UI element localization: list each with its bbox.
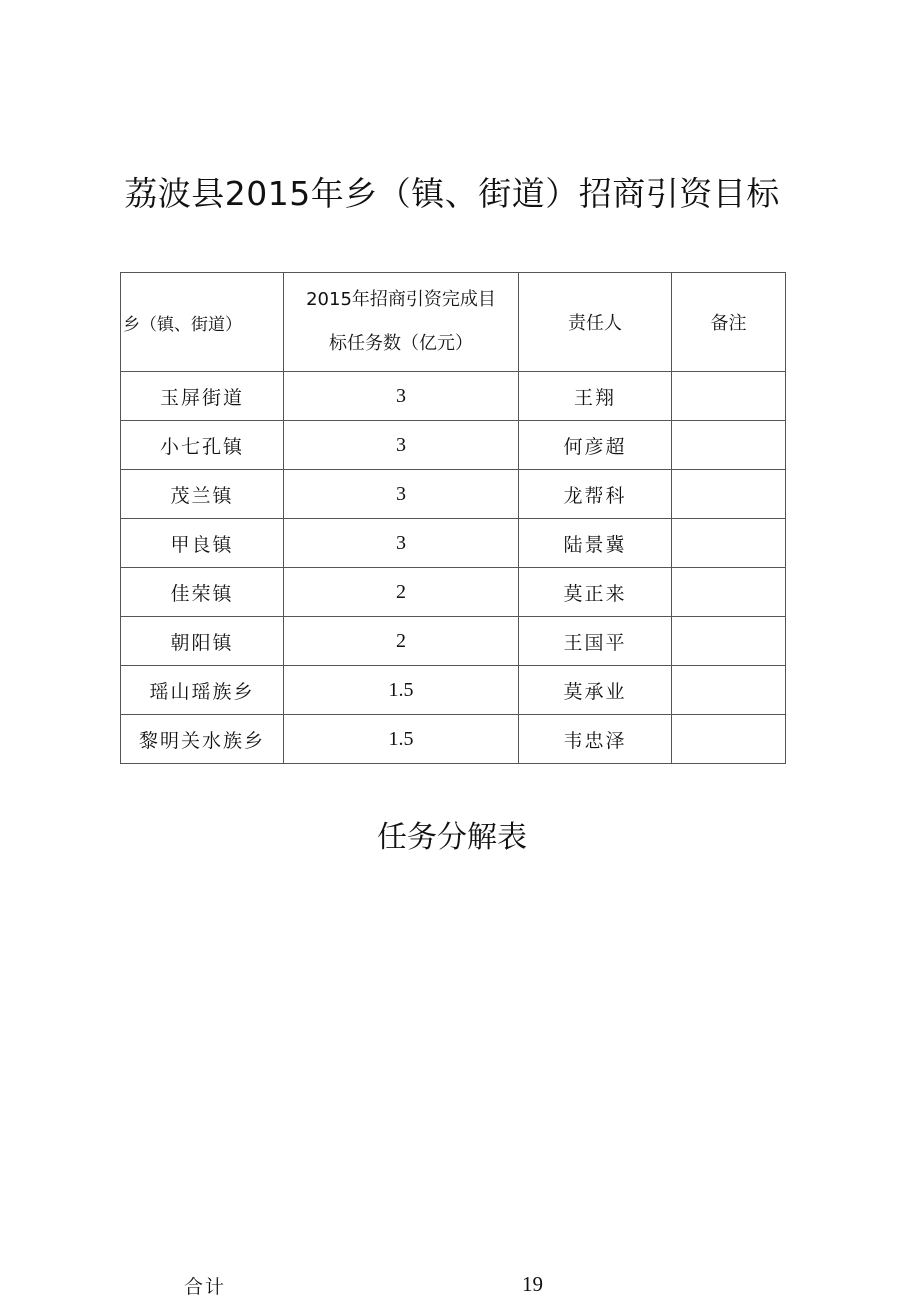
cell-target: 3 <box>284 470 519 519</box>
cell-person: 王国平 <box>519 617 672 666</box>
header-target-line2: 标任务数（亿元） <box>329 333 473 354</box>
cell-town: 甲良镇 <box>121 519 284 568</box>
header-person: 责任人 <box>519 273 672 372</box>
table-row <box>121 372 786 421</box>
table-row <box>121 666 786 715</box>
table-row <box>121 470 786 519</box>
cell-remark <box>672 421 786 470</box>
table-row <box>121 568 786 617</box>
cell-target: 2 <box>284 617 519 666</box>
cell-target: 2 <box>284 568 519 617</box>
cell-town: 黎明关水族乡 <box>121 715 284 764</box>
header-target-line1: 2015年招商引资完成目 <box>306 289 496 310</box>
document-title: 荔波县2015年乡（镇、街道）招商引资目标 <box>124 174 780 213</box>
cell-town: 小七孔镇 <box>121 421 284 470</box>
table-row <box>121 617 786 666</box>
document-subtitle: 任务分解表 <box>377 820 527 855</box>
total-value: 19 <box>522 1272 543 1296</box>
cell-person: 龙帮科 <box>519 470 672 519</box>
cell-target: 3 <box>284 372 519 421</box>
cell-town: 朝阳镇 <box>121 617 284 666</box>
cell-town: 佳荣镇 <box>121 568 284 617</box>
cell-remark <box>672 617 786 666</box>
table-row <box>121 519 786 568</box>
header-town: 乡（镇、街道） <box>121 273 284 372</box>
table-header-row <box>121 273 786 372</box>
cell-remark <box>672 470 786 519</box>
cell-town: 茂兰镇 <box>121 470 284 519</box>
cell-remark <box>672 519 786 568</box>
table-row <box>121 715 786 764</box>
cell-target: 1.5 <box>284 666 519 715</box>
cell-person: 韦忠泽 <box>519 715 672 764</box>
cell-person: 莫承业 <box>519 666 672 715</box>
cell-remark <box>672 372 786 421</box>
cell-target: 3 <box>284 421 519 470</box>
total-label: 合计 <box>184 1276 227 1298</box>
cell-target: 3 <box>284 519 519 568</box>
cell-person: 何彦超 <box>519 421 672 470</box>
cell-target: 1.5 <box>284 715 519 764</box>
cell-town: 瑶山瑶族乡 <box>121 666 284 715</box>
header-target <box>284 273 519 372</box>
investment-target-table <box>120 272 786 764</box>
cell-remark <box>672 568 786 617</box>
cell-remark <box>672 715 786 764</box>
cell-town: 玉屏街道 <box>121 372 284 421</box>
cell-remark <box>672 666 786 715</box>
table-row <box>121 421 786 470</box>
cell-person: 王翔 <box>519 372 672 421</box>
cell-person: 莫正来 <box>519 568 672 617</box>
cell-person: 陆景冀 <box>519 519 672 568</box>
header-remark: 备注 <box>672 273 786 372</box>
